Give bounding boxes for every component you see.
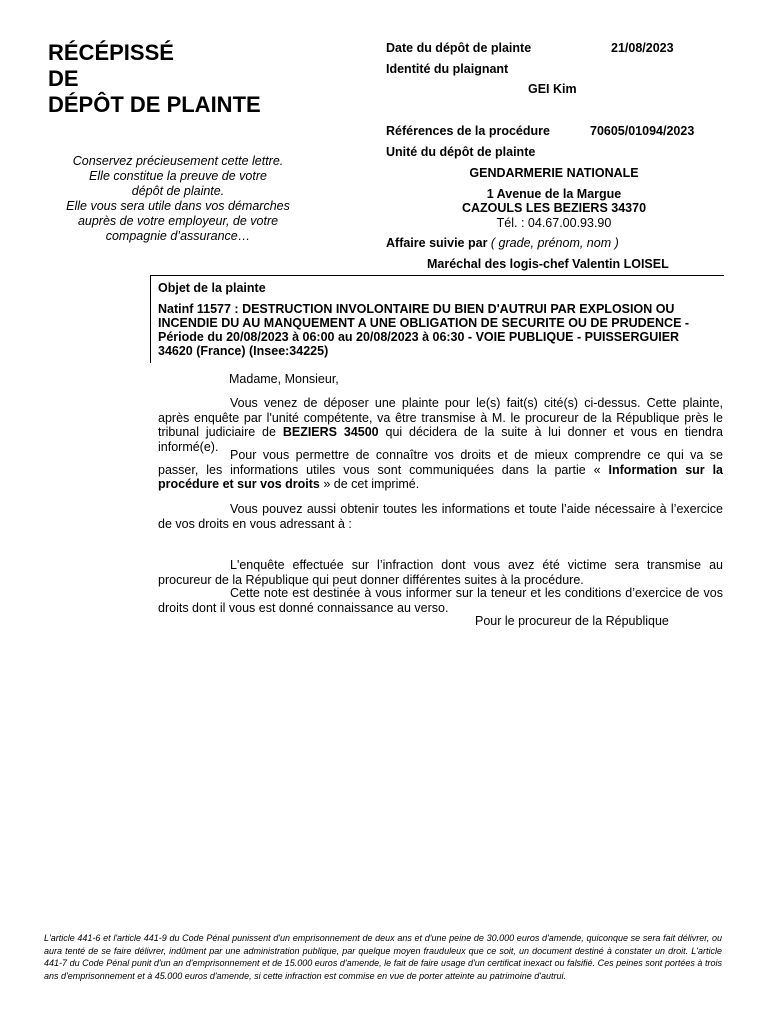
title-line-2: DE [48, 66, 79, 91]
affaire-label-text: Affaire suivie par [386, 236, 488, 250]
title-line-3: DÉPÔT DE PLAINTE [48, 92, 261, 117]
paragraph-2-text-a: Pour vous permettre de connaître vos droits et de mieux comprendre ce qui va se passer, les informations utiles vous sont communiquées dans la partie « [158, 448, 723, 477]
info-section-reference: Information sur la procédure et sur vos droits [158, 462, 723, 491]
paragraph-3: Vous pouvez aussi obtenir toutes les informations et toute l’aide nécessaire à l’exercice de vos droits en vous adressant à : [158, 502, 723, 531]
paragraph-2 [158, 448, 723, 492]
date-value: 21/08/2023 [611, 41, 674, 55]
salutation: Madame, Monsieur, [229, 372, 339, 386]
advice-note [48, 154, 308, 244]
unit-address: 1 Avenue de la Margue [486, 187, 622, 201]
paragraph-1-text-b: qui décidera de la suite à lui donner et vous en tiendra informé(e). [158, 425, 723, 454]
paragraph-4: L'enquête effectuée sur l’infraction dont vous avez été victime sera transmise au procureur de la République qui peut donner différentes suites à la procédure. [158, 558, 723, 587]
title-line-1: RÉCÉPISSÉ [48, 40, 174, 65]
legal-footer: L'article 441-6 et l'article 441-9 du Code Pénal punissent d'un emprisonnement de deux ans et d'une peine de 30.000 euros d'amende, quiconque se sera fait délivrer, ou aura tenté de se faire délivrer, indûment par une administration publique, par quelque moyen frauduleux que ce soit, un document destiné à constater un droit. L'article 441-7 du Code Pénal punit d'un an d'emprisonnement et de 15.000 euros d'amende, le fait de faire usage d'un certificat inexact ou falsifié. Ces peines sont portées à trois ans d'emprisonnement et à 45.000 euros d'amende, si cette infraction est commise en vue de porter atteinte au patrimoine d'autrui. [44, 933, 722, 981]
unit-label: Unité du dépôt de plainte [386, 145, 536, 159]
identity-label: Identité du plaignant [386, 62, 509, 76]
paragraph-1-text-a: Vous venez de déposer une plainte pour le(s) fait(s) cité(s) ci-dessus. Cette plainte, après enquête par l'unité compétente, va être transmise à M. le procureur de la République près le tribunal judiciaire de [158, 396, 723, 439]
affaire-hint: ( grade, prénom, nom ) [490, 236, 619, 250]
paragraph-1 [158, 396, 723, 454]
paragraph-2-text-b: » de cet imprimé. [319, 477, 420, 491]
tribunal-name: BEZIERS 34500 [282, 425, 379, 439]
identity-value: GEI Kim [528, 82, 577, 96]
objet-left-rule [150, 275, 151, 363]
reference-value: 70605/01094/2023 [590, 124, 695, 138]
unit-phone: Tél. : 04.67.00.93.90 [496, 216, 612, 230]
objet-top-rule [150, 275, 724, 276]
document-title [48, 40, 261, 118]
objet-title: Objet de la plainte [158, 281, 266, 295]
objet-line-1: Natinf 11577 : DESTRUCTION INVOLONTAIRE DU BIEN D'AUTRUI PAR EXPLOSION OU [158, 302, 675, 316]
objet-description [158, 302, 718, 358]
signature-line: Pour le procureur de la République [475, 614, 669, 628]
advice-line-6: compagnie d’assurance… [105, 229, 251, 243]
advice-line-3: dépôt de plainte. [131, 184, 225, 198]
affaire-label [386, 236, 619, 250]
objet-line-3: Période du 20/08/2023 à 06:00 au 20/08/2023 à 06:30 - VOIE PUBLIQUE - PUISSERGUIER [158, 330, 680, 344]
paragraph-5: Cette note est destinée à vous informer sur la teneur et les conditions d’exercice de vos droits dont il vous est donné connaissance au verso. [158, 586, 723, 615]
objet-line-4: 34620 (France) (Insee:34225) [158, 344, 329, 358]
advice-line-2: Elle constitue la preuve de votre [89, 169, 267, 183]
advice-line-4: Elle vous sera utile dans vos démarches [66, 199, 290, 213]
reference-label: Références de la procédure [386, 124, 550, 138]
unit-name: GENDARMERIE NATIONALE [469, 166, 639, 180]
objet-line-2: INCENDIE DU AU MANQUEMENT A UNE OBLIGATION DE SECURITE OU DE PRUDENCE - [158, 316, 690, 330]
advice-line-1: Conservez précieusement cette lettre. [72, 154, 284, 168]
affaire-value: Maréchal des logis-chef Valentin LOISEL [427, 257, 669, 271]
date-label: Date du dépôt de plainte [386, 41, 532, 55]
unit-city: CAZOULS LES BEZIERS 34370 [461, 201, 647, 215]
advice-line-5: auprès de votre employeur, de votre [77, 214, 279, 228]
